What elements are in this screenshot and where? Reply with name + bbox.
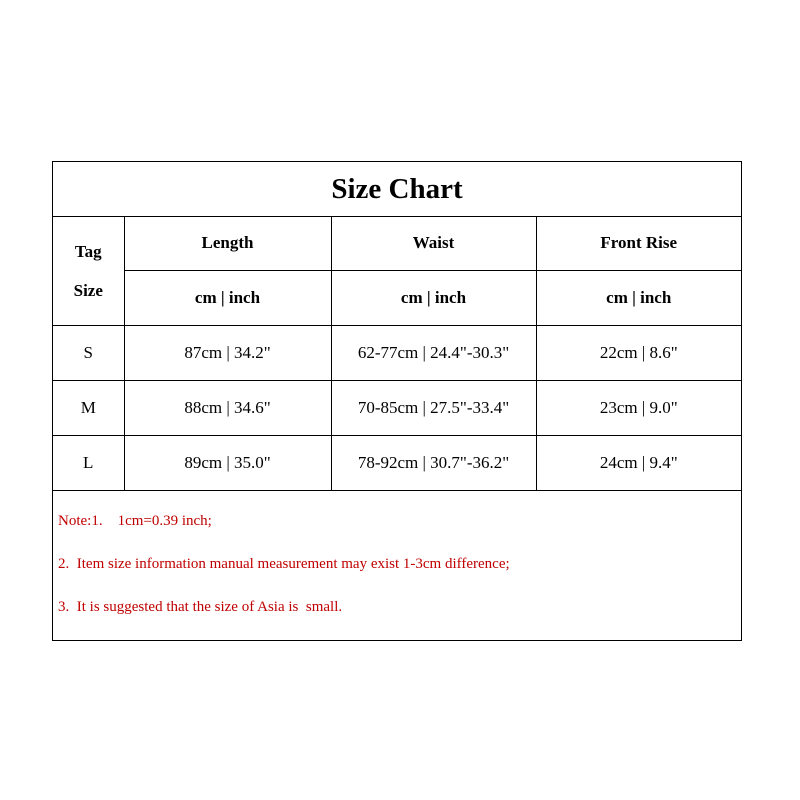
note-line: 2. Item size information manual measurement may exist 1-3cm difference;	[58, 556, 510, 572]
title-row	[53, 162, 741, 217]
table-row	[53, 436, 741, 491]
unit-label-length: cm | inch	[124, 271, 331, 326]
waist-cell: 78-92cm | 30.7"-36.2"	[331, 436, 536, 491]
front-rise-cell: 23cm | 9.0"	[536, 381, 741, 436]
waist-cell: 70-85cm | 27.5"-33.4"	[331, 381, 536, 436]
note-line: Note:1. 1cm=0.39 inch;	[58, 513, 212, 529]
length-cell: 89cm | 35.0"	[124, 436, 331, 491]
length-cell: 87cm | 34.2"	[124, 326, 331, 381]
units-row	[53, 271, 741, 326]
column-header-waist: Waist	[331, 216, 536, 271]
size-table	[53, 216, 741, 491]
unit-label-front-rise: cm | inch	[536, 271, 741, 326]
table-row	[53, 381, 741, 436]
front-rise-cell: 22cm | 8.6"	[536, 326, 741, 381]
column-header-length: Length	[124, 216, 331, 271]
table-row	[53, 326, 741, 381]
notes-section	[53, 490, 741, 640]
unit-label-waist: cm | inch	[331, 271, 536, 326]
front-rise-cell: 24cm | 9.4"	[536, 436, 741, 491]
length-cell: 88cm | 34.6"	[124, 381, 331, 436]
waist-cell: 62-77cm | 24.4"-30.3"	[331, 326, 536, 381]
chart-title: Size Chart	[331, 172, 463, 205]
note-line: 3. It is suggested that the size of Asia is small.	[58, 599, 343, 615]
size-cell: S	[53, 326, 124, 381]
size-cell: M	[53, 381, 124, 436]
column-header-front-rise: Front Rise	[536, 216, 741, 271]
tag-size-header: Tag Size	[53, 216, 124, 326]
header-row	[53, 216, 741, 271]
size-cell: L	[53, 436, 124, 491]
size-chart	[52, 161, 742, 641]
